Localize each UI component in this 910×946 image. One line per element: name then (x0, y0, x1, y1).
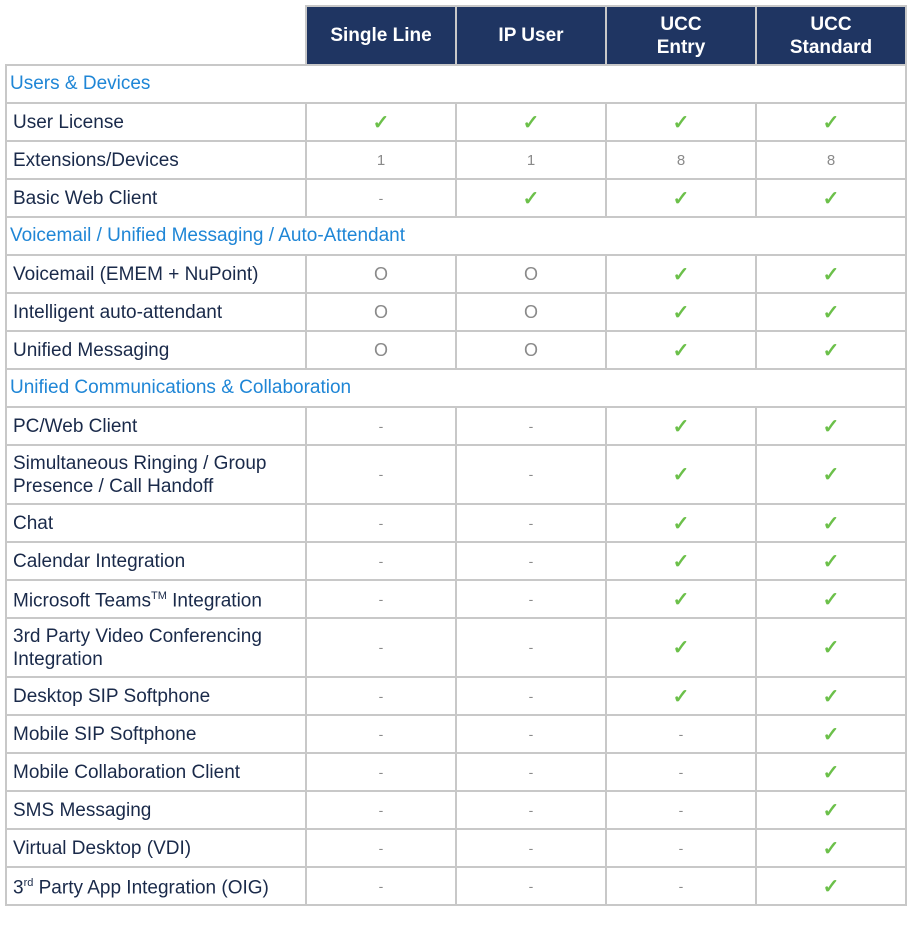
not-included-dash-icon: - (378, 639, 384, 655)
not-included-dash-icon: - (378, 839, 384, 856)
table-row (6, 331, 906, 369)
header-label: Single Line (330, 25, 432, 46)
table-row (6, 141, 906, 179)
feature-label-microsoft-teams-integration (6, 580, 306, 618)
cell-ucc-standard (756, 677, 906, 715)
not-included-dash-icon: - (528, 514, 534, 531)
feature-label-desktop-sip-softphone: Desktop SIP Softphone (6, 677, 306, 715)
feature-line2: Integration (13, 648, 103, 670)
not-included-dash-icon: - (378, 763, 384, 780)
not-included-dash-icon: - (678, 877, 684, 894)
check-icon: ✓ (672, 588, 690, 611)
cell-ucc-standard (756, 255, 906, 293)
cell-ucc-standard (756, 445, 906, 504)
cell-ip-user (456, 791, 606, 829)
header-label-line1: UCC (660, 13, 702, 35)
header-label: IP User (498, 25, 564, 46)
cell-ucc-entry (606, 255, 756, 293)
feature-label-simultaneous-ringing-group-presence-call-handoff (6, 445, 306, 504)
header-ucc-standard (756, 6, 906, 65)
cell-ucc-standard (756, 829, 906, 867)
cell-ip-user (456, 580, 606, 618)
not-included-dash-icon: - (678, 839, 684, 856)
table-row (6, 255, 906, 293)
table-body (6, 65, 906, 905)
header-blank-cell (6, 6, 306, 65)
check-icon: ✓ (822, 837, 840, 860)
cell-ucc-standard (756, 103, 906, 141)
cell-ip-user (456, 677, 606, 715)
feature-label-3rd-party-app-integration-oig (6, 867, 306, 905)
not-included-dash-icon: - (378, 514, 384, 531)
feature-label-unified-messaging: Unified Messaging (6, 331, 306, 369)
table-row (6, 293, 906, 331)
not-included-dash-icon: - (528, 590, 534, 607)
optional-circle-icon: O (523, 339, 538, 360)
optional-circle-icon: O (373, 301, 388, 322)
count-value: 1 (376, 151, 386, 169)
cell-ip-user (456, 618, 606, 677)
cell-ip-user (456, 867, 606, 905)
cell-single-line (306, 618, 456, 677)
not-included-dash-icon: - (528, 639, 534, 655)
check-icon: ✓ (822, 111, 840, 134)
check-icon: ✓ (822, 464, 840, 486)
not-included-dash-icon: - (378, 417, 384, 434)
cell-ucc-standard (756, 179, 906, 217)
feature-label-mobile-sip-softphone: Mobile SIP Softphone (6, 715, 306, 753)
table-row (6, 445, 906, 504)
cell-single-line (306, 407, 456, 445)
check-icon: ✓ (822, 723, 840, 746)
section-row (6, 65, 906, 103)
not-included-dash-icon: - (528, 801, 534, 818)
header-label-line2: Standard (789, 36, 873, 58)
not-included-dash-icon: - (528, 466, 534, 482)
cell-ucc-standard (756, 580, 906, 618)
header-ip-user (456, 6, 606, 65)
check-icon: ✓ (672, 263, 690, 286)
not-included-dash-icon: - (678, 763, 684, 780)
cell-ip-user (456, 141, 606, 179)
section-row (6, 369, 906, 407)
cell-single-line (306, 141, 456, 179)
cell-ip-user (456, 715, 606, 753)
header-label-line1: UCC (810, 13, 852, 35)
cell-ip-user (456, 255, 606, 293)
cell-ip-user (456, 829, 606, 867)
table-row (6, 103, 906, 141)
cell-ucc-entry (606, 293, 756, 331)
feature-label-basic-web-client: Basic Web Client (6, 179, 306, 217)
cell-ucc-entry (606, 445, 756, 504)
check-icon: ✓ (822, 761, 840, 784)
not-included-dash-icon: - (378, 466, 384, 482)
header-ucc-entry (606, 6, 756, 65)
cell-ucc-standard (756, 504, 906, 542)
table-row (6, 753, 906, 791)
cell-ip-user (456, 103, 606, 141)
cell-ip-user (456, 331, 606, 369)
not-included-dash-icon: - (378, 801, 384, 818)
table-row (6, 407, 906, 445)
feature-line1: Simultaneous Ringing / Group (13, 452, 267, 474)
cell-ucc-entry (606, 715, 756, 753)
check-icon: ✓ (822, 301, 840, 324)
feature-text: Microsoft Teams (13, 590, 151, 612)
check-icon: ✓ (822, 550, 840, 573)
feature-line2: Presence / Call Handoff (13, 475, 214, 497)
check-icon: ✓ (672, 637, 690, 659)
feature-text: 3 (13, 877, 24, 899)
feature-label-voicemail-emem-nupoint: Voicemail (EMEM + NuPoint) (6, 255, 306, 293)
cell-ucc-entry (606, 103, 756, 141)
not-included-dash-icon: - (528, 725, 534, 742)
cell-single-line (306, 829, 456, 867)
cell-single-line (306, 753, 456, 791)
check-icon: ✓ (822, 187, 840, 210)
check-icon: ✓ (822, 512, 840, 535)
not-included-dash-icon: - (378, 590, 384, 607)
header-row (6, 6, 906, 65)
cell-ucc-entry (606, 407, 756, 445)
cell-single-line (306, 677, 456, 715)
cell-single-line (306, 715, 456, 753)
check-icon: ✓ (672, 111, 690, 134)
table-row (6, 580, 906, 618)
not-included-dash-icon: - (678, 725, 684, 742)
check-icon: ✓ (672, 415, 690, 438)
superscript: TM (150, 590, 167, 603)
cell-ucc-entry (606, 753, 756, 791)
cell-ucc-standard (756, 407, 906, 445)
section-title-unified-communications-collaboration: Unified Communications & Collaboration (6, 369, 906, 407)
cell-single-line (306, 867, 456, 905)
feature-line1: 3rd Party Video Conferencing (13, 625, 262, 647)
cell-single-line (306, 445, 456, 504)
feature-text: Party App Integration (OIG) (33, 877, 269, 899)
check-icon: ✓ (672, 464, 690, 486)
cell-ucc-entry (606, 141, 756, 179)
not-included-dash-icon: - (378, 725, 384, 742)
cell-single-line (306, 103, 456, 141)
table-row (6, 677, 906, 715)
cell-ip-user (456, 407, 606, 445)
cell-ip-user (456, 504, 606, 542)
cell-ucc-entry (606, 331, 756, 369)
cell-single-line (306, 179, 456, 217)
feature-label-pc-web-client: PC/Web Client (6, 407, 306, 445)
feature-label-mobile-collaboration-client: Mobile Collaboration Client (6, 753, 306, 791)
feature-label-calendar-integration: Calendar Integration (6, 542, 306, 580)
cell-single-line (306, 255, 456, 293)
optional-circle-icon: O (523, 301, 538, 322)
check-icon: ✓ (822, 588, 840, 611)
table-row (6, 791, 906, 829)
superscript: rd (23, 877, 34, 890)
not-included-dash-icon: - (528, 687, 534, 704)
feature-label-sms-messaging: SMS Messaging (6, 791, 306, 829)
cell-ucc-entry (606, 867, 756, 905)
cell-ucc-entry (606, 677, 756, 715)
not-included-dash-icon: - (678, 801, 684, 818)
cell-ip-user (456, 753, 606, 791)
feature-label-3rd-party-video-conferencing-integration (6, 618, 306, 677)
table-row (6, 504, 906, 542)
optional-circle-icon: O (373, 263, 388, 284)
check-icon: ✓ (822, 637, 840, 659)
feature-label-chat: Chat (6, 504, 306, 542)
cell-ucc-standard (756, 331, 906, 369)
section-title-users-devices: Users & Devices (6, 65, 906, 103)
check-icon: ✓ (522, 187, 540, 210)
cell-single-line (306, 504, 456, 542)
cell-single-line (306, 293, 456, 331)
check-icon: ✓ (822, 685, 840, 708)
check-icon: ✓ (822, 875, 840, 898)
header-label-line2: Entry (656, 36, 706, 58)
check-icon: ✓ (672, 550, 690, 573)
plan-comparison-table (5, 5, 907, 906)
not-included-dash-icon: - (378, 552, 384, 569)
table-row (6, 542, 906, 580)
feature-label-virtual-desktop-vdi: Virtual Desktop (VDI) (6, 829, 306, 867)
cell-single-line (306, 542, 456, 580)
check-icon: ✓ (672, 685, 690, 708)
cell-ucc-standard (756, 542, 906, 580)
count-value: 1 (526, 151, 536, 169)
check-icon: ✓ (372, 111, 390, 134)
section-title-voicemail-unified-messaging-auto-attendant: Voicemail / Unified Messaging / Auto-Attendant (6, 217, 906, 255)
feature-text: Integration (166, 590, 262, 612)
table-row (6, 829, 906, 867)
count-value: 8 (826, 151, 836, 169)
cell-single-line (306, 331, 456, 369)
not-included-dash-icon: - (528, 877, 534, 894)
check-icon: ✓ (672, 339, 690, 362)
table-row (6, 179, 906, 217)
not-included-dash-icon: - (378, 687, 384, 704)
not-included-dash-icon: - (528, 839, 534, 856)
cell-ucc-entry (606, 618, 756, 677)
check-icon: ✓ (672, 301, 690, 324)
cell-ucc-entry (606, 829, 756, 867)
cell-ucc-entry (606, 504, 756, 542)
cell-ucc-standard (756, 293, 906, 331)
cell-ip-user (456, 542, 606, 580)
table-row (6, 618, 906, 677)
cell-ucc-entry (606, 791, 756, 829)
cell-ucc-standard (756, 867, 906, 905)
cell-ucc-standard (756, 618, 906, 677)
optional-circle-icon: O (523, 263, 538, 284)
check-icon: ✓ (672, 512, 690, 535)
cell-ucc-entry (606, 179, 756, 217)
check-icon: ✓ (822, 263, 840, 286)
cell-ucc-standard (756, 715, 906, 753)
table-row (6, 715, 906, 753)
not-included-dash-icon: - (378, 877, 384, 894)
header-single-line (306, 6, 456, 65)
not-included-dash-icon: - (378, 189, 384, 206)
check-icon: ✓ (822, 415, 840, 438)
cell-single-line (306, 580, 456, 618)
cell-ucc-standard (756, 753, 906, 791)
cell-ip-user (456, 293, 606, 331)
cell-ucc-entry (606, 580, 756, 618)
cell-ucc-standard (756, 791, 906, 829)
cell-single-line (306, 791, 456, 829)
check-icon: ✓ (822, 799, 840, 822)
count-value: 8 (676, 151, 686, 169)
not-included-dash-icon: - (528, 763, 534, 780)
not-included-dash-icon: - (528, 417, 534, 434)
cell-ip-user (456, 445, 606, 504)
table-row (6, 867, 906, 905)
check-icon: ✓ (822, 339, 840, 362)
cell-ucc-standard (756, 141, 906, 179)
feature-label-extensions-devices: Extensions/Devices (6, 141, 306, 179)
check-icon: ✓ (522, 111, 540, 134)
feature-label-intelligent-auto-attendant: Intelligent auto-attendant (6, 293, 306, 331)
check-icon: ✓ (672, 187, 690, 210)
feature-label-user-license: User License (6, 103, 306, 141)
not-included-dash-icon: - (528, 552, 534, 569)
cell-ip-user (456, 179, 606, 217)
section-row (6, 217, 906, 255)
optional-circle-icon: O (373, 339, 388, 360)
cell-ucc-entry (606, 542, 756, 580)
